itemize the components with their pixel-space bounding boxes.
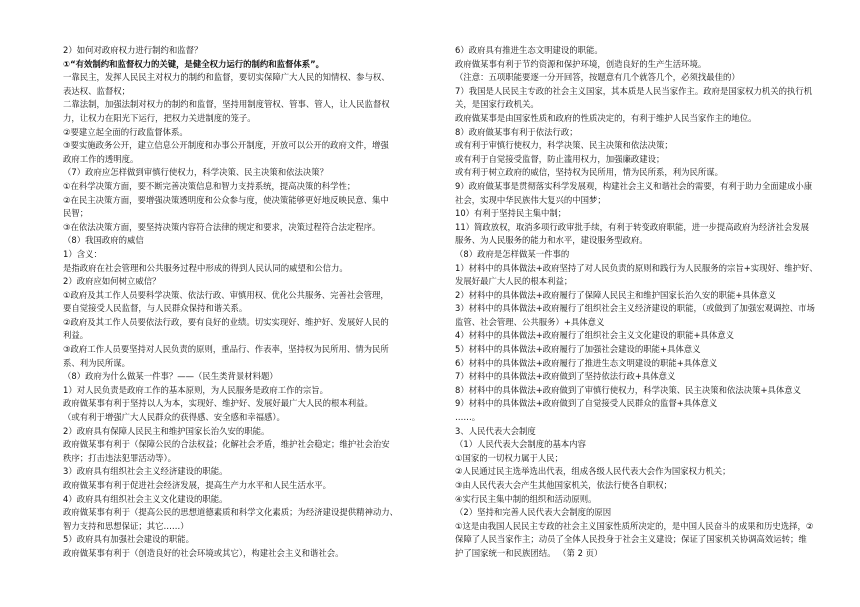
left-text-line: ②在民主决策方面，要增强决策透明度和公众参与度，使决策能够更好地反映民意、集中: [63, 194, 389, 205]
left-text-line: 表达权、监督权；: [63, 85, 130, 96]
right-text-line: 社会，实现中华民族伟大复兴的中国梦；: [455, 194, 606, 205]
right-text-line: 政府做某事有利于节约资源和保护环境，创造良好的生产生活环境。: [455, 58, 707, 69]
right-text-line: 11）简政放权，取消多项行政审批手续，有利于转变政府职能，进一步提高政府为经济社会发展: [455, 221, 810, 232]
left-text-line: （8）我国政府的威信: [63, 235, 144, 246]
left-text-line: （或有利于增强广大人民群众的获得感、安全感和幸福感）。: [63, 412, 285, 423]
left-text-line: 秩序；打击违法犯罪活动等）。: [63, 452, 177, 463]
left-text-line: 民智；: [63, 208, 89, 219]
left-column: [63, 44, 433, 607]
left-text-line: 政府做某事有利于（提高公民的思想道德素质和科学文化素质；为经济建设提供精神动力、: [63, 507, 398, 518]
left-text-line: （8）政府为什么做某一件事？——（民生类背景材料题）: [63, 371, 278, 382]
right-text-line: 8）政府做某事有利于依法行政；: [455, 126, 578, 137]
right-text-line: 3）材料中的具体做法+政府履行了组织社会主义经济建设的职能，（或做到了加强宏观调控、市场: [455, 303, 815, 314]
right-text-line: （注意：五项职能要逐一分开回答，按题意有几个就答几个，必须找最佳的）: [455, 72, 740, 83]
left-text-line: 智力支持和思想保证；其它……）: [63, 520, 189, 531]
left-text-line: 一靠民主，发挥人民民主对权力的制约和监督，要切实保障广大人民的知情权、参与权、: [63, 72, 390, 83]
left-text-line: 政府做某事有利于（保障公民的合法权益；化解社会矛盾，维护社会稳定；维护社会治安: [63, 439, 390, 450]
left-text-line: 5）政府具有加强社会建设的职能。: [63, 534, 194, 545]
right-text-line: 5）材料中的具体做法+政府履行了加强社会建设的职能+具体意义: [455, 344, 701, 355]
right-text-line: ④实行民主集中制的组织和活动原则。: [455, 493, 597, 504]
left-text-line: 3）政府具有组织社会主义经济建设的职能。: [63, 466, 228, 477]
right-text-line: 政府做某事是由国家性质和政府的性质决定的，有利于维护人民当家作主的地位。: [455, 112, 757, 123]
right-text-line: 关，是国家行政机关。: [455, 99, 539, 110]
right-text-line: ②人民通过民主选举选出代表，组成各级人民代表大会作为国家权力机关；: [455, 466, 731, 477]
left-text-line: 1）对人民负责是政府工作的基本原则，为人民服务是政府工作的宗旨。: [63, 384, 328, 395]
left-text-line: ③在依法决策方面，要坚持决策内容符合法律的规定和要求，决策过程符合法定程序。: [63, 221, 381, 232]
right-text-line: ③由人民代表大会产生其他国家机关，依法行使各自职权；: [455, 480, 672, 490]
right-text-line: （1）人民代表大会制度的基本内容: [455, 439, 586, 450]
left-text-line: 4）政府具有组织社会主义文化建设的职能。: [63, 493, 228, 504]
left-text-line: ③政府工作人员要坚持对人民负责的原则，重品行、作表率，坚持权为民所用、情为民所: [63, 344, 389, 355]
right-text-line: 10）有利于坚持民主集中制；: [455, 208, 567, 219]
right-text-line: ①这是由我国人民民主专政的社会主义国家性质所决定的，是中国人民奋斗的成果和历史选择，②: [455, 520, 814, 531]
right-text-line: 4）材料中的具体做法+政府履行了组织社会主义文化建设的职能+具体意义: [455, 330, 734, 341]
left-text-line: 2）如何对政府权力进行制约和监督？: [63, 45, 203, 55]
left-text-line: 二靠法制，加强法制对权力的制约和监督，坚持用制度管权、管事、管人，让人民监督权: [63, 99, 390, 110]
right-text-line: 6）材料中的具体做法+政府履行了推进生态文明建设的职能+具体意义: [455, 357, 718, 368]
left-text-line: 政府做某事有利于（创造良好的社会环境或其它），构建社会主义和谐社会。: [63, 547, 344, 558]
left-text-line: ①政府及其工作人员要科学决策、依法行政、审慎用权、优化公共服务、完善社会管理，: [63, 289, 389, 300]
right-text-line: 或有利于树立政府的威信，坚持权为民所用，情为民所系，利为民所谋。: [455, 167, 723, 178]
right-text-line: 监管、社会管理、公共服务）+具体意义: [455, 316, 605, 327]
right-text-line: 护了国家统一和民族团结。 （第 2 页）: [455, 547, 603, 558]
right-text-line: 发展好最广大人民的根本利益；: [455, 276, 573, 287]
left-text-line: 利益。: [63, 330, 89, 341]
left-text-line: ①“有效制约和监督权力的关键，是健全权力运行的制约和监督体系”。: [63, 58, 324, 69]
left-text-line: 政府做某事有利于促进社会经济发展，提高生产力水平和人民生活水平。: [63, 480, 331, 490]
right-text-line: 6）政府具有推进生态文明建设的职能。: [455, 45, 603, 55]
right-text-line: 2）材料中的具体做法+政府履行了保障人民民主和维护国家长治久安的职能+具体意义: [455, 289, 776, 300]
right-text-line: 7）我国是人民民主专政的社会主义国家，其本质是人民当家作主。政府是国家权力机关的执行机: [455, 85, 813, 96]
right-text-line: ①国家的一切权力属于人民；: [455, 452, 564, 463]
right-text-line: 服务、为人民服务的能力和水平，建设服务型政府。: [455, 235, 648, 246]
left-text-line: 是指政府在社会管理和公共服务过程中形成的得到人民认同的威望和公信力。: [63, 262, 348, 273]
right-text-line: 9）政府做某事是贯彻落实科学发展观，构建社会主义和谐社会的需要，有利于助力全面建成小康: [455, 180, 813, 191]
left-text-line: 系、利为民所谋。: [63, 357, 130, 368]
left-text-line: 政府做某事有利于坚持以人为本，实现好、维护好、发展好最广大人民的根本利益。: [63, 398, 373, 409]
left-text-line: ②要建立起全面的行政监督体系。: [63, 126, 188, 137]
right-text-line: 7）材料中的具体做法+政府做到了坚持依法行政+具体意义: [455, 371, 676, 382]
right-column: [455, 44, 825, 607]
right-text-line: 或有利于审慎行使权力，科学决策、民主决策和依法决策；: [455, 140, 673, 151]
right-text-line: 8）材料中的具体做法+政府做到了审慎行使权力，科学决策、民主决策和依法决策+具体意义: [455, 384, 801, 395]
right-text-line: 9）材料中的具体做法+政府做到了自觉接受人民群众的监督+具体意义: [455, 398, 718, 409]
right-text-line: 1）材料中的具体做法+政府坚持了对人民负责的原则和践行为人民服务的宗旨+实现好、维护好、: [455, 262, 818, 273]
left-text-line: 2）政府应如何树立威信？: [63, 276, 161, 287]
left-text-line: 1）含义：: [63, 248, 102, 259]
right-text-line: 保障了人民当家作主；动员了全体人民投身于社会主义建设；保证了国家机关协调高效运转；维: [455, 534, 807, 545]
right-text-line: （8）政府是怎样做某一件事的: [455, 248, 570, 259]
left-text-line: 力，让权力在阳光下运行，把权力关进制度的笼子。: [63, 112, 256, 123]
right-text-line: 或有利于自觉接受监督，防止滥用权力，加强廉政建设；: [455, 153, 665, 164]
left-text-line: 2）政府具有保障人民民主和维护国家长治久安的职能。: [63, 425, 270, 436]
left-text-line: 政府工作的透明度。: [63, 153, 139, 164]
left-text-line: ③要实施政务公开，建立信息公开制度和办事公开制度，开放可以公开的政府文件，增强: [63, 140, 389, 151]
right-text-line: ……。: [455, 412, 481, 423]
left-text-line: ②政府及其工作人员要依法行政，要有良好的业绩。切实实现好、维护好、发展好人民的: [63, 316, 389, 327]
left-text-line: ①在科学决策方面，要不断完善决策信息和智力支持系统，提高决策的科学性；: [63, 180, 356, 191]
right-text-line: （2）坚持和完善人民代表大会制度的原因: [455, 507, 612, 518]
left-text-line: 要自觉接受人民监督，与人民群众保持和谐关系。: [63, 303, 248, 314]
right-text-line: 3、人民代表大会制度: [455, 425, 536, 436]
left-text-line: （7）政府应怎样做到审慎行使权力，科学决策、民主决策和依法决策？: [63, 167, 328, 178]
